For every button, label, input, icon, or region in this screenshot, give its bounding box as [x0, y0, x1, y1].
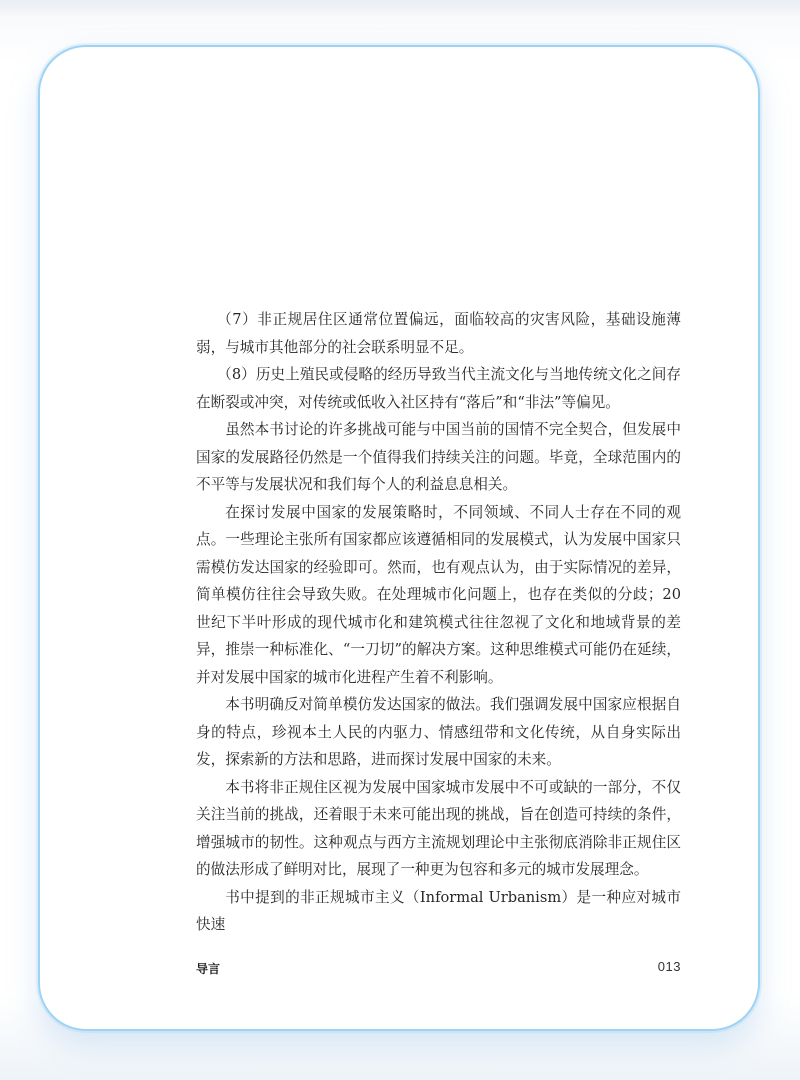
- paragraph-book-position: 本书明确反对简单模仿发达国家的做法。我们强调发展中国家应根据自身的特点，珍视本土人民的内驱力、情感纽带和文化传统，从自身实际出发，探索新的方法和思路，进而探讨发展中国家的未来。: [196, 696, 681, 768]
- paragraph-item-8: （8）历史上殖民或侵略的经历导致当代主流文化与当地传统文化之间存在断裂或冲突，对传统或低收入社区持有“落后”和“非法”等偏见。: [196, 366, 681, 411]
- paragraph-global-inequality: 虽然本书讨论的许多挑战可能与中国当前的国情不完全契合，但发展中国家的发展路径仍然是一个值得我们持续关注的问题。毕竟，全球范围内的不平等与发展状况和我们每个人的利益息息相关。: [196, 421, 681, 493]
- paragraph-informal-urbanism: 书中提到的非正规城市主义（Informal Urbanism）是一种应对城市快速: [196, 888, 681, 933]
- paragraph-development-strategies: 在探讨发展中国家的发展策略时，不同领域、不同人士存在不同的观点。一些理论主张所有国家都应该遵循相同的发展模式，认为发展中国家只需模仿发达国家的经验即可。然而，也有观点认为，由于实际情况的差异，简单模仿往往会导致失败。在处理城市化问题上，也存在类似的分歧；20世纪下半叶形成的现代城市化和建筑模式往往忽视了文化和地域背景的差异，推崇一种标准化、“一刀切”的解决方案。这种思维模式可能仍在延续，并对发展中国家的城市化进程产生着不利影响。: [196, 503, 681, 686]
- page-number: 013: [657, 959, 681, 974]
- page-body: [196, 306, 681, 939]
- paragraph-item-7: （7）非正规居住区通常位置偏远，面临较高的灾害风险，基础设施薄弱，与城市其他部分的社会联系明显不足。: [196, 311, 681, 356]
- top-edge-shade: [0, 0, 800, 18]
- footer-section-title: 导言: [196, 962, 221, 976]
- paragraph-informal-settlements: 本书将非正规住区视为发展中国家城市发展中不可或缺的一部分，不仅关注当前的挑战，还着眼于未来可能出现的挑战，旨在创造可持续的条件，增强城市的韧性。这种观点与西方主流规划理论中主张彻底消除非正规住区的做法形成了鲜明对比，展现了一种更为包容和多元的城市发展理念。: [196, 778, 681, 878]
